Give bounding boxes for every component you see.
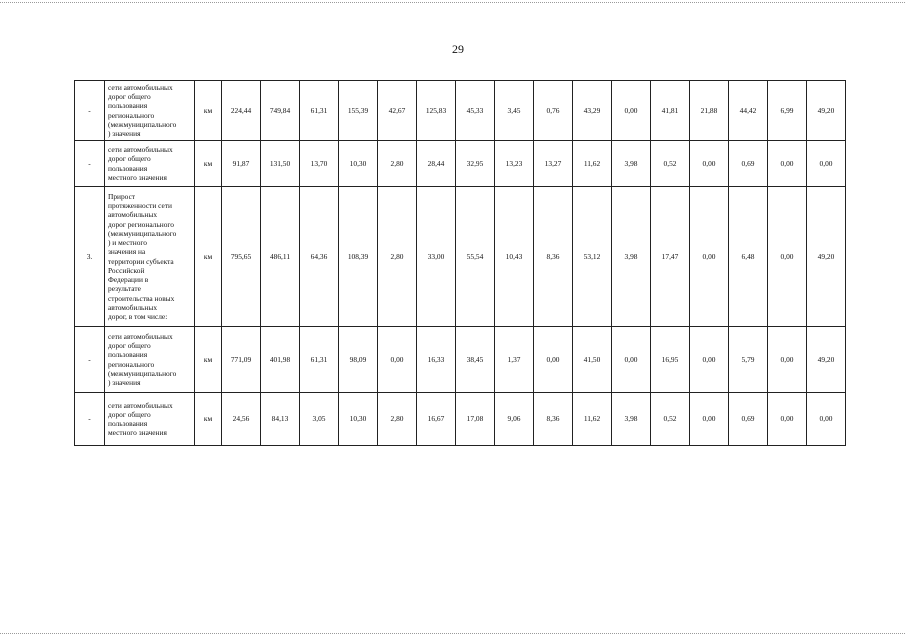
unit-cell: км [195,393,222,446]
value-cell: 61,31 [300,81,339,141]
value-cell: 401,98 [261,327,300,393]
value-cell: 2,80 [378,187,417,327]
description-line: регионального [108,110,155,120]
value-cell: 11,62 [573,141,612,187]
value-cell: 0,69 [729,141,768,187]
description-line: дорог общего [108,92,151,101]
description-line: пользования [108,350,148,360]
value-cell: 38,45 [456,327,495,393]
description-line: автомобильных [108,302,158,312]
row-description-cell [105,187,195,327]
value-cell: 32,95 [456,141,495,187]
description-line: сети автомобильных [108,400,173,410]
value-cell: 795,65 [222,187,261,327]
value-cell: 42,67 [378,81,417,141]
table-row [75,141,846,187]
value-cell: 8,36 [534,393,573,446]
value-cell: 486,11 [261,187,300,327]
value-cell: 24,56 [222,393,261,446]
value-cell: 21,88 [690,81,729,141]
value-cell: 0,00 [378,327,417,393]
value-cell: 0,52 [651,393,690,446]
value-cell: 3,45 [495,81,534,141]
description-line: пользования [108,101,148,111]
description-line: ) и местного [108,238,147,247]
table-row [75,327,846,393]
value-cell: 9,06 [495,393,534,446]
row-description-cell [105,327,195,393]
value-cell: 91,87 [222,141,261,187]
description-line: Федерации в [108,275,149,284]
description-line: пользования [108,419,148,428]
value-cell: 41,50 [573,327,612,393]
value-cell: 3,98 [612,393,651,446]
value-cell: 0,69 [729,393,768,446]
value-cell: 1,37 [495,327,534,393]
value-cell: 3,05 [300,393,339,446]
description-line: ) значения [108,129,141,138]
value-cell: 10,30 [339,393,378,446]
description-line: дорог общего [108,409,151,419]
unit-cell: км [195,327,222,393]
value-cell: 64,36 [300,187,339,327]
value-cell: 3,98 [612,187,651,327]
description-line: дорог общего [108,341,151,350]
description-line: протяженности сети [108,201,173,210]
description-line: автомобильных [108,210,158,220]
description-line: значения на [108,247,146,257]
value-cell: 16,95 [651,327,690,393]
value-cell: 3,98 [612,141,651,187]
value-cell: 0,00 [768,141,807,187]
value-cell: 98,09 [339,327,378,393]
value-cell: 13,27 [534,141,573,187]
value-cell: 0,76 [534,81,573,141]
value-cell: 10,43 [495,187,534,327]
scan-edge-bottom [0,633,905,634]
description-line: (межмуниципального [108,119,177,129]
description-line: регионального [108,359,155,369]
description-line: (межмуниципального [108,368,177,378]
value-cell: 0,00 [690,187,729,327]
value-cell: 33,00 [417,187,456,327]
description-line: пользования [108,163,148,173]
value-cell: 6,99 [768,81,807,141]
value-cell: 131,50 [261,141,300,187]
description-line: Прирост [108,191,136,201]
description-line: дорог, в том числе: [108,312,168,321]
description-line: местного значения [108,172,167,182]
value-cell: 10,30 [339,141,378,187]
value-cell: 125,83 [417,81,456,141]
description-line: дорог регионального [108,219,174,229]
value-cell: 0,52 [651,141,690,187]
value-cell: 53,12 [573,187,612,327]
value-cell: 5,79 [729,327,768,393]
value-cell: 0,00 [768,187,807,327]
value-cell: 49,20 [807,187,846,327]
description-line: сети автомобильных [108,82,173,92]
row-index-cell: - [75,141,105,187]
value-cell: 0,00 [768,327,807,393]
value-cell: 2,80 [378,393,417,446]
value-cell: 45,33 [456,81,495,141]
row-index-cell: 3. [75,187,105,327]
value-cell: 17,08 [456,393,495,446]
page-number: 29 [452,42,464,56]
description-line: дорог общего [108,154,151,164]
value-cell: 84,13 [261,393,300,446]
value-cell: 16,67 [417,393,456,446]
row-description-cell [105,81,195,141]
value-cell: 13,70 [300,141,339,187]
value-cell: 155,39 [339,81,378,141]
unit-cell: км [195,187,222,327]
value-cell: 44,42 [729,81,768,141]
description-line: результате [108,284,141,294]
value-cell: 0,00 [807,141,846,187]
value-cell: 224,44 [222,81,261,141]
row-description-cell [105,141,195,187]
table-row [75,81,846,141]
description-line: сети автомобильных [108,331,173,341]
row-description-cell [105,393,195,446]
row-index-cell: - [75,81,105,141]
value-cell: 108,39 [339,187,378,327]
value-cell: 55,54 [456,187,495,327]
description-line: Российской [108,265,145,275]
value-cell: 2,80 [378,141,417,187]
unit-cell: км [195,81,222,141]
value-cell: 17,47 [651,187,690,327]
value-cell: 0,00 [768,393,807,446]
value-cell: 28,44 [417,141,456,187]
value-cell: 13,23 [495,141,534,187]
value-cell: 0,00 [690,327,729,393]
value-cell: 0,00 [534,327,573,393]
row-index-cell: - [75,327,105,393]
value-cell: 0,00 [612,81,651,141]
row-index-cell: - [75,393,105,446]
value-cell: 0,00 [807,393,846,446]
description-line: местного значения [108,428,167,438]
value-cell: 11,62 [573,393,612,446]
description-line: (межмуниципального [108,228,177,238]
description-line: территории субъекта [108,256,174,266]
data-table [74,80,846,446]
value-cell: 16,33 [417,327,456,393]
value-cell: 6,48 [729,187,768,327]
value-cell: 49,20 [807,81,846,141]
unit-cell: км [195,141,222,187]
value-cell: 49,20 [807,327,846,393]
value-cell: 749,84 [261,81,300,141]
table-row [75,393,846,446]
description-line: ) значения [108,378,141,387]
table-row [75,187,846,327]
value-cell: 8,36 [534,187,573,327]
value-cell: 0,00 [690,141,729,187]
description-line: сети автомобильных [108,145,173,154]
value-cell: 41,81 [651,81,690,141]
value-cell: 43,29 [573,81,612,141]
value-cell: 0,00 [612,327,651,393]
description-line: строительства новых [108,293,175,303]
value-cell: 0,00 [690,393,729,446]
scan-edge-top [0,2,905,3]
value-cell: 771,09 [222,327,261,393]
value-cell: 61,31 [300,327,339,393]
